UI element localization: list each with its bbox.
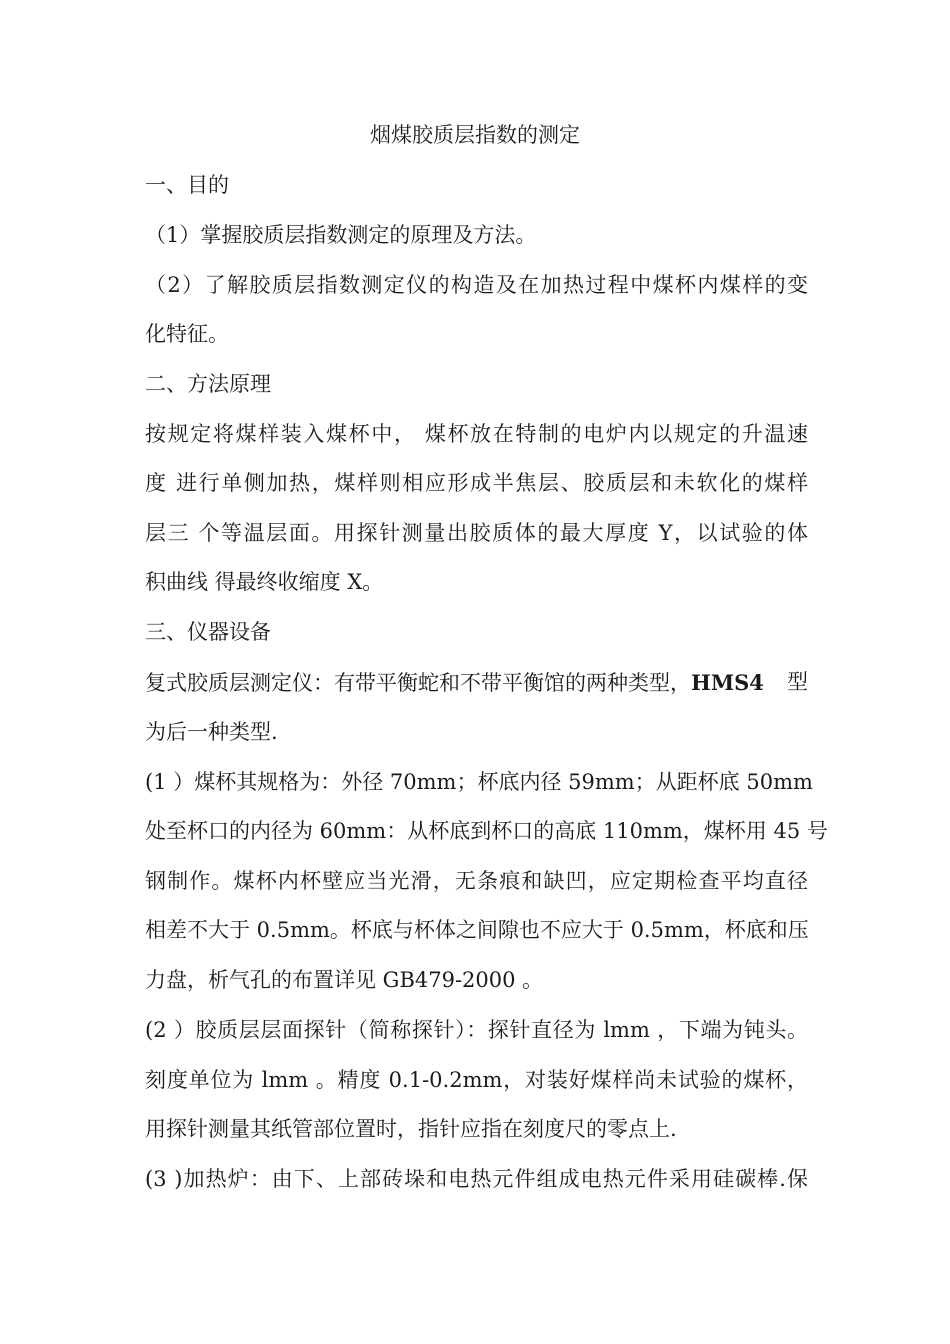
paragraph-line: 用探针测量其纸管部位置时，指针应指在刻度尺的零点上. [145,1117,677,1141]
paragraph-line: (2 ）胶质层层面探针（简称探针）：探针直径为 lmm ，下端为钝头。 [145,1018,808,1042]
paragraph-line: 层三 个等温层面。用探针测量出胶质体的最大厚度 Y，以试验的体 [145,521,808,545]
model-code: HMS4 [691,670,764,695]
paragraph-line: 刻度单位为 lmm 。精度 0.1-0.2mm，对装好煤样尚未试验的煤杯， [145,1068,808,1092]
paragraph-line: 按规定将煤样装入煤杯中， 煤杯放在特制的电炉内以规定的升温速 [145,422,808,446]
paragraph-line: 度 进行单侧加热，煤样则相应形成半焦层、胶质层和未软化的煤样 [145,471,808,495]
paragraph-line: （1）掌握胶质层指数测定的原理及方法。 [145,223,537,247]
paragraph-text: 复式胶质层测定仪：有带平衡蛇和不带平衡馆的两种类型， [145,671,691,695]
paragraph-line: 力盘，析气孔的布置详见 GB479-2000 。 [145,968,544,992]
paragraph-line: 为后一种类型. [145,720,278,744]
section-heading-equipment: 三、仪器设备 [145,620,271,644]
paragraph-line: 钢制作。煤杯内杯壁应当光滑，无条痕和缺凹，应定期检查平均直径 [145,869,808,893]
section-heading-principle: 二、方法原理 [145,372,271,396]
paragraph-line: 相差不大于 0.5mm。杯底与杯体之间隙也不应大于 0.5mm，杯底和压 [145,918,809,942]
document-title: 烟煤胶质层指数的测定 [370,123,580,147]
paragraph-line: (1 ）煤杯其规格为：外径 70mm；杯底内径 59mm；从距杯底 50mm [145,770,813,794]
paragraph-line: 处至杯口的内径为 60mm：从杯底到杯口的高底 110mm，煤杯用 45 号 [145,819,828,843]
paragraph-line: （2）了解胶质层指数测定仪的构造及在加热过程中煤杯内煤样的变 [145,273,808,297]
paragraph-line: (3 )加热炉：由下、上部砖垛和电热元件组成电热元件采用硅碳棒.保 [145,1167,808,1191]
paragraph-line: 积曲线 得最终收缩度 X。 [145,570,384,594]
paragraph-line: 化特征。 [145,322,229,346]
paragraph-line [145,670,808,696]
section-heading-purpose: 一、目的 [145,173,229,197]
paragraph-text: 型 [787,670,808,694]
